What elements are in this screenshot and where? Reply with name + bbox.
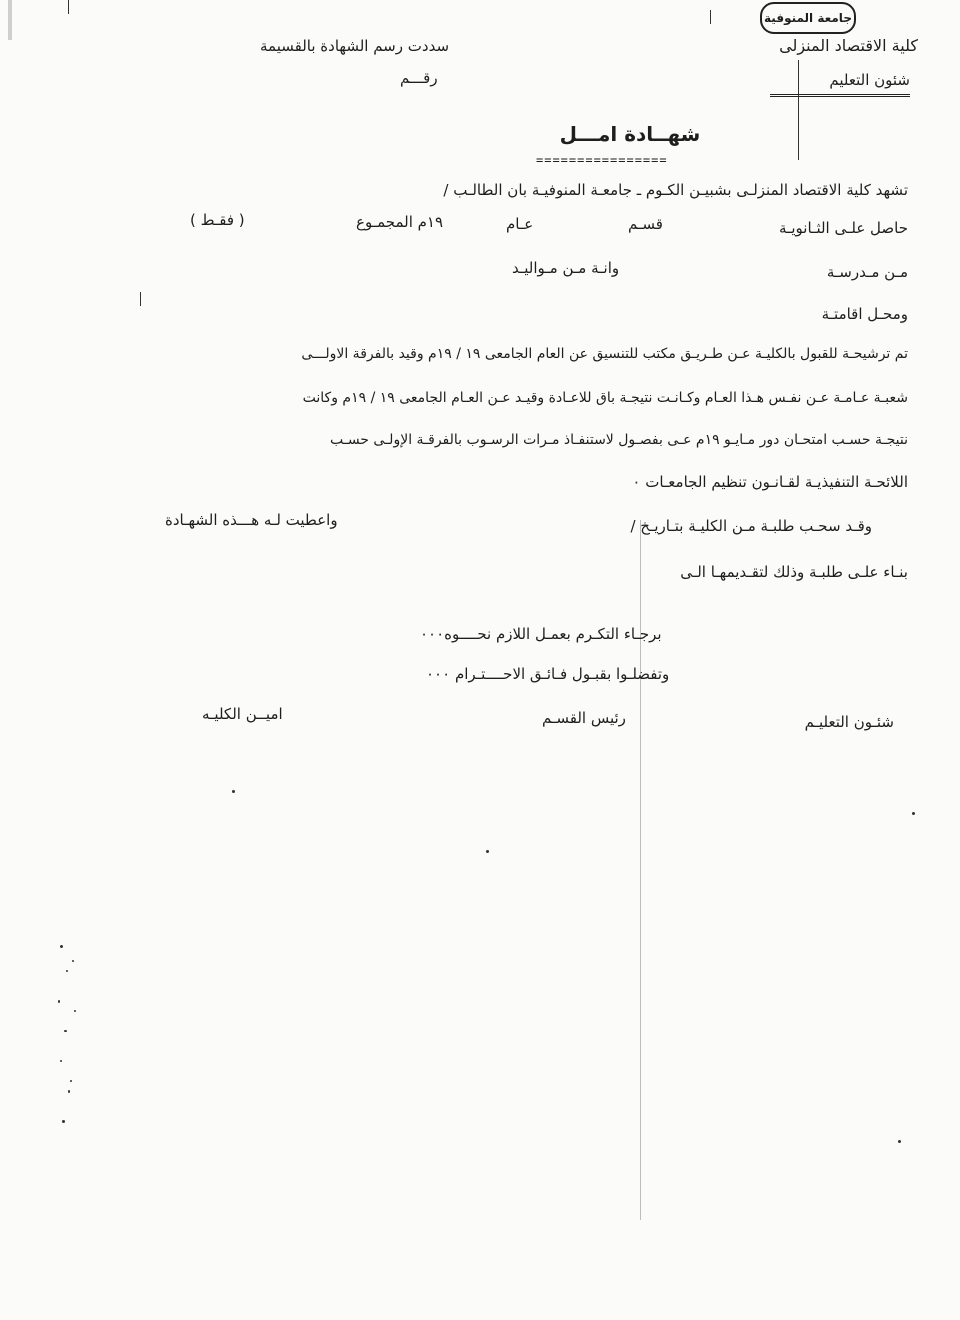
margin-tick-left [140,292,141,306]
certificate-granted: واعطيت لـه هـــذه الشهـادة [165,511,338,529]
education-affairs: شئون التعليم [770,70,910,97]
body-line-7: نتيجـة حسـب امتحـان دور مـايـو ١٩م عـى بفصـول لاستنفـاذ مـرات الرسـوب بالفرقـة الإولـى حسـب [329,432,908,448]
request-line: برجـاء التكـرم بعمـل اللازم نحــــوه٠٠٠ [420,625,662,643]
secondary-label: حاصل علـى الثـانويـة [778,219,908,237]
birth-label: وانـة مـن مـواليـد [512,259,620,277]
withdrawal-line: وقـد سحـب طلبـة مـن الكليـة بتـاريـخ / [630,517,872,535]
total-label: ١٩م المجمـوع [356,213,444,231]
body-line-6: شعبـة عـامـة عـن نفـس هـذا العـام وكـانـت نتيجـة باق للاعـادة وقيـد عـن العـام الجامعى ١٩ / ١٩م وكانت [302,390,908,406]
university-stamp: جامعة المنوفية [760,2,856,34]
college-name: كلية الاقتصاد المنزلى [779,36,918,55]
certificate-title: شهــادة امـــل [559,122,701,146]
year-label: عـام [506,215,534,233]
receipt-number-label: رقـــم [400,69,438,87]
regards-line: وتفضلـوا بقبـول فـائـق الاحــــتـرام ٠٠٠ [426,665,670,683]
residence-label: ومحـل اقامتـة [821,305,908,323]
title-underline: ================ [536,153,668,167]
submission-line: بنـاء علـى طلبـة وذلك لتقـديمهـا الـى [680,563,908,581]
school-label: مـن مـدرسـة [826,263,908,281]
signature-secretary: اميــن الكليـه [202,705,283,723]
fee-paid-note: سددت رسم الشهادة بالقسيمة [260,37,450,55]
body-line-8: اللائحـة التنفيذيـة لقـانـون تنظيم الجامعـات ٠ [632,473,908,491]
signature-education-affairs: شئـون التعليـم [804,713,894,731]
signature-dept-head: رئيس القسـم [542,709,626,727]
body-line-5: تم ترشيحـة للقبول بالكليـة عـن طـريـق مكتب للتنسيق عن العام الجامعى ١٩ / ١٩م وقيد بالفرقة الاولـــى [301,346,908,362]
margin-tick [710,10,711,24]
department-label: قسـم [628,215,663,233]
scan-punch-mark [8,0,12,40]
corner-tick [68,0,69,14]
only-label: ( فقـط ) [190,211,245,229]
body-line-1: تشهد كلية الاقتصاد المنزلـى بشبيـن الكـوم ـ جامعـة المنوفيـة بان الطالـب / [443,181,908,199]
